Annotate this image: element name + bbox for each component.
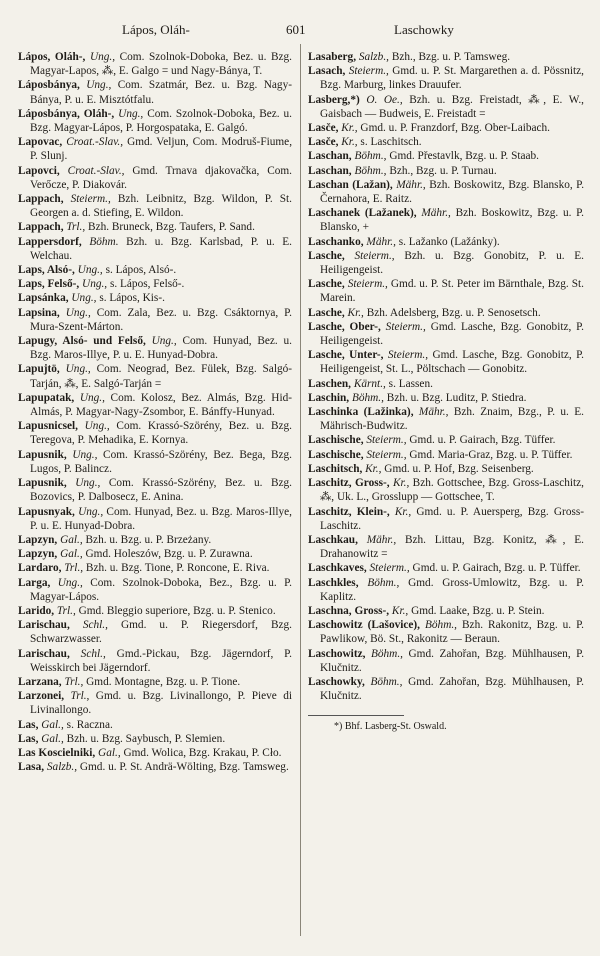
entry-name: Larischau, — [18, 647, 70, 660]
directory-entry — [308, 391, 584, 405]
entry-region: Steierm., — [387, 349, 429, 362]
entry-details: s. Raczna. — [66, 718, 113, 731]
entry-region: Kr., — [365, 462, 382, 475]
directory-entry — [18, 746, 292, 760]
entry-region: Gal., — [98, 746, 121, 759]
entry-details: Gmd. u. P. Auersperg, Bzg. Gross-Laschitz. — [320, 505, 585, 532]
directory-entry — [18, 561, 292, 575]
entry-region: Böhm., — [354, 164, 387, 177]
entry-region: Steierm., — [70, 193, 111, 206]
directory-entry — [308, 235, 584, 249]
entry-details: Com. Kolosz, Bez. Almás, Bzg. Hid-Almás, P. Magyar-Nagy-Zsombor, E. Bánffy-Hunyad. — [30, 391, 292, 419]
entry-details: Bzh. u. Bzg. u. P. Brzeżany. — [85, 533, 212, 546]
entry-name: Lasberg,*) — [308, 93, 360, 106]
directory-entry — [308, 206, 584, 234]
entry-details: Com. Zala, Bez. u. Bzg. Csáktornya, P. Mura-Szent-Márton. — [30, 306, 293, 333]
entry-name: Laschan, — [308, 150, 352, 163]
directory-entry — [18, 164, 292, 192]
entry-region: Mähr., — [418, 406, 449, 419]
entry-region: Ung., — [75, 477, 101, 490]
entry-region: Steierm., — [366, 448, 407, 461]
directory-entry — [18, 618, 292, 646]
entry-region: Salzb., — [358, 51, 389, 63]
entry-details: Bzh. Boskowitz, Bzg. u. P. Blansko, + — [320, 207, 585, 234]
entry-name: Laschowky, — [308, 675, 365, 688]
entry-details: Com. Krassó-Szörény, Bez. u. Bzg. Bozovics, P. Dalbosecz, E. Anina. — [30, 477, 292, 504]
entry-details: Bzh. u. Bzg. Gonobitz, P. u. E. Heiligengeist. — [320, 249, 585, 277]
entry-region: Trl., — [64, 562, 84, 575]
entry-details: Com. Szolnok-Doboka, Bez., Bzg. u. P. Magyar-Lápos. — [30, 576, 292, 603]
entry-name: Laschische, — [308, 434, 364, 447]
entry-name: Lapujtö, — [18, 363, 60, 376]
entry-name: Laschin, — [308, 391, 350, 404]
entry-details: Gmd. Wolica, Bzg. Krakau, P. Cło. — [123, 746, 282, 759]
entry-details: Gmd. u. P. Riegersdorf, Bzg. Schwarzwasser. — [30, 619, 292, 646]
directory-entry — [308, 561, 584, 575]
entry-details: Bzh. u. Bzg. Tione, P. Roncone, E. Riva. — [85, 562, 270, 575]
entry-name: Lasa, — [18, 761, 45, 774]
entry-region: Kr., — [341, 136, 358, 149]
entry-region: Böhm., — [351, 391, 384, 404]
entry-region: Steierm., — [369, 562, 410, 575]
directory-entry — [18, 263, 292, 277]
directory-entry — [18, 476, 292, 504]
entry-name: Lasaberg, — [308, 51, 357, 63]
entry-region: Ung., — [57, 576, 83, 589]
entry-name: Lappersdorf, — [18, 235, 82, 248]
entry-name: Laps, Felső-, — [18, 278, 80, 291]
entry-name: Lapusnicsel, — [18, 420, 78, 433]
entry-name: Láposbánya, — [18, 79, 80, 92]
directory-entry — [18, 647, 292, 675]
entry-region: Steierm., — [347, 278, 388, 291]
entry-name: Laschitz, Klein-, — [308, 505, 390, 518]
entry-details: Gmd. u. P. Franzdorf, Bzg. Ober-Laibach. — [360, 122, 550, 135]
entry-name: Laschinka (Lažinka), — [308, 406, 414, 419]
directory-entry — [308, 647, 584, 675]
entry-details: s. Lassen. — [388, 377, 433, 390]
entry-name: Las, — [18, 732, 39, 745]
entry-details: Gmd. Montagne, Bzg. u. P. Tione. — [86, 675, 241, 688]
entry-region: Ung., — [77, 264, 103, 277]
entry-name: Larga, — [18, 576, 51, 589]
directory-entry — [308, 377, 584, 391]
entry-region: Steierm., — [366, 434, 407, 447]
entry-region: Ung., — [78, 505, 104, 518]
entry-region: O. Oe., — [366, 93, 403, 106]
entry-region: Kr., — [392, 477, 410, 490]
directory-entry — [308, 164, 584, 178]
entry-details: Com. Krassó-Szörény, Bez. Bega, Bzg. Lugos, P. Balincz. — [30, 448, 292, 475]
entry-region: Kärnt., — [353, 377, 386, 390]
directory-entry — [18, 78, 292, 106]
directory-entry — [18, 107, 292, 135]
entry-name: Laschkau, — [308, 533, 358, 546]
entry-name: Lasche, — [308, 278, 345, 291]
entry-details: Gmd. Bleggio superiore, Bzg. u. P. Stenico. — [78, 604, 276, 617]
entry-details: Com. Krassó-Szörény, Bez. u. Bzg. Teregova, P. Mehadika, E. Kornya. — [30, 420, 292, 447]
entry-region: Gal., — [41, 732, 64, 745]
entry-name: Laschanek (Lažanek), — [308, 207, 417, 220]
directory-entry — [308, 135, 584, 149]
entry-name: Lapsina, — [18, 306, 60, 319]
entry-name: Lapugy, Alsó- und Felső, — [18, 335, 146, 348]
entry-details: s. Lápos, Felső-. — [109, 278, 185, 291]
entry-region: Böhm., — [370, 647, 403, 660]
entry-details: Com. Hunyad, Bez. u. Bzg. Maros-Illye, P. u. E. Hunyad-Dobra. — [30, 505, 292, 532]
left-column — [18, 50, 292, 774]
entry-details: s. Lažanko (Lažánky). — [398, 235, 500, 248]
entry-name: Larzonei, — [18, 690, 65, 703]
entry-name: Lapovci, — [18, 164, 60, 177]
entry-name: Laschische, — [308, 448, 364, 461]
entry-region: Ung., — [72, 448, 98, 461]
directory-entry — [18, 291, 292, 305]
entry-details: Bzh., Bzg. u. P. Turnau. — [389, 164, 497, 177]
entry-region: Böhm., — [425, 619, 458, 632]
directory-entry — [308, 178, 584, 206]
directory-entry — [308, 476, 584, 504]
directory-entry — [18, 689, 292, 717]
entry-name: Larido, — [18, 604, 55, 617]
entry-details: Com. Szolnok-Doboka, Bez. u. Bzg. Magyar-Lápos, P. Horgospataka, E. Galgó. — [30, 107, 293, 135]
entry-region: Ung., — [65, 306, 91, 319]
directory-entry — [18, 576, 292, 604]
directory-entry — [18, 277, 292, 291]
entry-region: Kr., — [341, 122, 358, 135]
entry-region: Trl., — [56, 604, 76, 617]
directory-entry — [308, 462, 584, 476]
entry-details: Gmd. Zahořan, Bzg. Mühlhausen, P. Klučnitz. — [320, 675, 584, 703]
entry-details: Bzh. Boskowitz, Bzg. Blansko, P. Černahora, E. Raitz. — [320, 178, 585, 206]
directory-entry — [18, 533, 292, 547]
right-column — [308, 50, 584, 735]
entry-details: Com. Neograd, Bez. Fülek, Bzg. Salgó-Tarján, ⁂, E. Salgó-Tarján = — [30, 363, 293, 390]
entry-name: Lappach, — [18, 221, 64, 234]
entry-details: Gmd. u. P. St. Andrä-Wölting, Bzg. Tamsweg. — [79, 761, 289, 774]
directory-entry — [308, 433, 584, 447]
entry-details: Bzh. Gottschee, Bzg. Gross-Laschitz, ⁂, Uk. L., Grosslupp — Gottschee, T. — [320, 477, 584, 504]
entry-name: Lasche, Unter-, — [308, 349, 384, 362]
entry-details: Gmd. u. P. St. Peter im Bärnthale, Bzg. St. Marein. — [320, 278, 584, 305]
entry-region: Böhm., — [370, 675, 403, 688]
entry-details: Bzh. Adelsberg, Bzg. u. P. Senosetsch. — [366, 306, 541, 319]
entry-region: Ung., — [89, 51, 116, 63]
entry-region: Ung., — [151, 335, 177, 348]
directory-entry — [308, 149, 584, 163]
entry-details: Com. Szolnok-Doboka, Bez. u. Bzg. Magyar-Lapos, ⁂, E. Galgo = und Nagy-Bánya, T. — [30, 51, 292, 78]
entry-name: Lapovac, — [18, 136, 63, 149]
entry-name: Larischau, — [18, 619, 70, 632]
entry-region: Mähr., — [366, 235, 396, 248]
entry-name: Lapupatak, — [18, 391, 75, 404]
directory-entry — [308, 249, 584, 277]
page-number: 601 — [286, 22, 306, 37]
footnote: *) Bhf. Lasberg-St. Oswald. — [334, 721, 447, 733]
header-right-keyword: Laschowky — [394, 22, 454, 37]
directory-entry — [308, 121, 584, 135]
entry-name: Lappach, — [18, 193, 64, 206]
directory-entry — [18, 718, 292, 732]
entry-name: Laschna, Gross-, — [308, 604, 390, 617]
entry-name: Laschkaves, — [308, 562, 367, 575]
directory-entry — [308, 675, 584, 703]
entry-name: Lasche, Ober-, — [308, 320, 381, 333]
entry-name: Laps, Alsó-, — [18, 264, 75, 277]
entry-details: Gmd. Holeszów, Bzg. u. P. Zurawna. — [85, 548, 253, 561]
entry-details: Bzh., Bzg. u. P. Tamsweg. — [391, 51, 511, 63]
directory-entry — [18, 760, 292, 774]
footnote-rule — [308, 715, 404, 716]
directory-entry — [308, 306, 584, 320]
directory-entry — [18, 50, 292, 78]
entry-region: Gal., — [41, 718, 64, 731]
entry-region: Schl., — [82, 619, 108, 632]
entry-details: Bzh. Bruneck, Bzg. Taufers, P. Sand. — [88, 221, 255, 234]
directory-entry — [308, 50, 584, 64]
entry-details: Gmd. u. P. Gairach, Bzg. Tüffer. — [409, 434, 556, 447]
entry-region: Böhm. — [89, 235, 119, 248]
entry-details: Bzh. u. Bzg. Freistadt, ⁂, E. W., Gaisbach — Budweis, E. Freistadt = — [320, 93, 584, 120]
entry-region: Ung., — [118, 107, 144, 120]
entry-name: Laschen, — [308, 377, 351, 390]
entry-details: Gmd. Trnava djakovačka, Com. Verőcze, P. Diakovár. — [30, 164, 292, 191]
directory-entry — [18, 448, 292, 476]
directory-entry — [308, 320, 584, 348]
entry-region: Kr., — [391, 604, 409, 617]
directory-entry — [18, 391, 292, 419]
directory-entry — [18, 547, 292, 561]
entry-details: Gmd. Přestavlk, Bzg. u. P. Staab. — [389, 150, 539, 163]
entry-name: Lapzyn, — [18, 548, 58, 561]
entry-details: Gmd. Laake, Bzg. u. P. Stein. — [411, 604, 545, 617]
entry-details: Com. Hunyad, Bez. u. Bzg. Maros-Illye, P. u. E. Hunyad-Dobra. — [30, 335, 292, 362]
entry-region: Trl., — [70, 690, 90, 703]
entry-region: Kr., — [394, 505, 412, 518]
entry-region: Steierm., — [354, 249, 395, 262]
entry-details: Gmd. Zahořan, Bzg. Mühlhausen, P. Klučnitz. — [320, 647, 585, 674]
entry-region: Trl., — [64, 675, 84, 688]
entry-details: Gmd.-Pickau, Bzg. Jägerndorf, P. Weisskirch bei Jägerndorf. — [30, 647, 293, 674]
entry-name: Laschanko, — [308, 235, 364, 248]
directory-entry — [18, 306, 292, 334]
entry-name: Laschowitz (Lašovice), — [308, 619, 420, 632]
directory-entry — [308, 533, 584, 561]
entry-details: Bzh. Littau, Bzg. Konitz, ⁂, E. Drahanowitz = — [320, 533, 584, 561]
directory-entry — [18, 220, 292, 234]
directory-entry — [18, 362, 292, 390]
entry-region: Mähr., — [366, 533, 397, 546]
entry-details: Gmd. Gross-Umlowitz, Bzg. u. P. Kaplitz. — [320, 576, 585, 603]
entry-region: Ung., — [79, 391, 105, 404]
entry-name: Lasče, — [308, 136, 339, 149]
entry-name: Lasche, — [308, 306, 345, 319]
entry-name: Laschitsch, — [308, 462, 363, 475]
entry-region: Kr., — [347, 306, 364, 319]
entry-details: s. Lápos, Alsó-. — [105, 264, 177, 277]
directory-entry — [18, 675, 292, 689]
directory-entry — [18, 419, 292, 447]
entry-region: Böhm., — [354, 150, 387, 163]
entry-details: Bzh. u. Bzg. Luditz, P. Stiedra. — [386, 391, 527, 404]
entry-region: Gal., — [60, 533, 83, 546]
entry-details: s. Laschitsch. — [360, 136, 422, 149]
entry-region: Croat.-Slav., — [66, 136, 124, 149]
entry-region: Ung., — [65, 363, 91, 376]
entry-region: Ung., — [86, 79, 112, 92]
entry-details: Bzh. Znaim, Bzg., P. u. E. Mährisch-Budwitz. — [320, 406, 584, 433]
entry-details: Bzh. Rakonitz, Bzg. u. P. Pawlikow, Bö. St., Rakonitz — Beraun. — [320, 619, 584, 646]
entry-region: Böhm., — [367, 576, 400, 589]
entry-region: Ung., — [84, 420, 110, 433]
directory-entry — [308, 277, 584, 305]
directory-entry — [308, 618, 584, 646]
directory-entry — [308, 405, 584, 433]
entry-details: Bzh. u. Bzg. Saybusch, P. Slemien. — [66, 732, 226, 745]
directory-entry — [308, 348, 584, 376]
entry-name: Láposbánya, Oláh-, — [18, 107, 115, 120]
entry-region: Croat.-Slav., — [67, 164, 125, 177]
entry-name: Lasach, — [308, 65, 346, 78]
entry-name: Lasče, — [308, 122, 339, 135]
directory-entry — [308, 448, 584, 462]
directory-entry — [18, 334, 292, 362]
column-divider — [300, 44, 301, 936]
entry-name: Larzana, — [18, 675, 62, 688]
directory-entry — [18, 732, 292, 746]
directory-entry — [18, 135, 292, 163]
entry-region: Schl., — [80, 647, 106, 660]
entry-name: Lasche, — [308, 249, 345, 262]
entry-details: Gmd. Veljun, Com. Modruš-Fiume, P. Slunj. — [30, 136, 293, 163]
entry-details: Bzh. Leibnitz, Bzg. Wildon, P. St. Georgen a. d. Stiefing, E. Wildon. — [30, 193, 292, 220]
entry-name: Laschkles, — [308, 576, 359, 589]
directory-entry — [18, 505, 292, 533]
header-left-keyword: Lápos, Oláh- — [122, 22, 190, 37]
entry-region: Mähr., — [396, 178, 426, 191]
entry-name: Laschan (Lažan), — [308, 178, 393, 191]
directory-entry — [308, 576, 584, 604]
entry-region: Ung., — [82, 278, 108, 291]
entry-name: Lápos, Oláh-, — [18, 51, 86, 63]
page-header — [0, 22, 600, 40]
entry-details: Gmd. u. Bzg. Livinallongo, P. Pieve di Livinallongo. — [30, 690, 292, 717]
entry-details: Gmd. Lasche, Bzg. Gonobitz, P. Heiligengeist. — [320, 320, 585, 348]
entry-region: Mähr., — [421, 207, 451, 220]
entry-details: Gmd. u. P. St. Margarethen a. d. Pössnitz, Bzg. Marburg, linkes Drauufer. — [320, 65, 584, 92]
entry-details: Gmd. u. P. Hof, Bzg. Seisenberg. — [384, 462, 534, 475]
entry-details: s. Lápos, Kis-. — [99, 292, 165, 305]
entry-details: Com. Szatmár, Bez. u. Bzg. Nagy-Bánya, P. u. E. Misztótfalu. — [30, 79, 292, 106]
entry-region: Trl., — [66, 221, 86, 234]
entry-region: Ung., — [71, 292, 97, 305]
directory-entry — [308, 93, 584, 121]
entry-name: Laschan, — [308, 164, 352, 177]
entry-name: Lapsánka, — [18, 292, 69, 305]
directory-entry — [308, 604, 584, 618]
entry-name: Lapusnik, — [18, 448, 67, 461]
entry-details: Bzh. u. Bzg. Karlsbad, P. u. E. Welchau. — [30, 235, 293, 262]
entry-name: Laschowitz, — [308, 647, 366, 660]
entry-name: Laschitz, Gross-, — [308, 477, 390, 490]
entry-name: Las Koscielniki, — [18, 746, 96, 759]
directory-entry — [18, 235, 292, 263]
directory-entry — [308, 505, 584, 533]
directory-entry — [18, 604, 292, 618]
entry-region: Salzb., — [46, 761, 78, 774]
entry-region: Gal., — [60, 548, 83, 561]
entry-region: Steierm., — [385, 320, 426, 333]
entry-name: Las, — [18, 718, 39, 731]
entry-name: Lardaro, — [18, 562, 62, 575]
entry-details: Gmd. u. P. Gairach, Bzg. u. P. Tüffer. — [412, 562, 581, 575]
entry-name: Lapusnik, — [18, 477, 67, 490]
directory-entry — [308, 64, 584, 92]
entry-region: Steierm., — [348, 65, 389, 78]
entry-name: Lapzyn, — [18, 533, 58, 546]
entry-name: Lapusnyak, — [18, 505, 75, 518]
directory-entry — [18, 192, 292, 220]
entry-details: Gmd. Maria-Graz, Bzg. u. P. Tüffer. — [409, 448, 573, 461]
entry-details: Gmd. Lasche, Bzg. Gonobitz, P. Heiligengeist, St. L., Pöltschach — Gonobitz. — [320, 349, 584, 376]
